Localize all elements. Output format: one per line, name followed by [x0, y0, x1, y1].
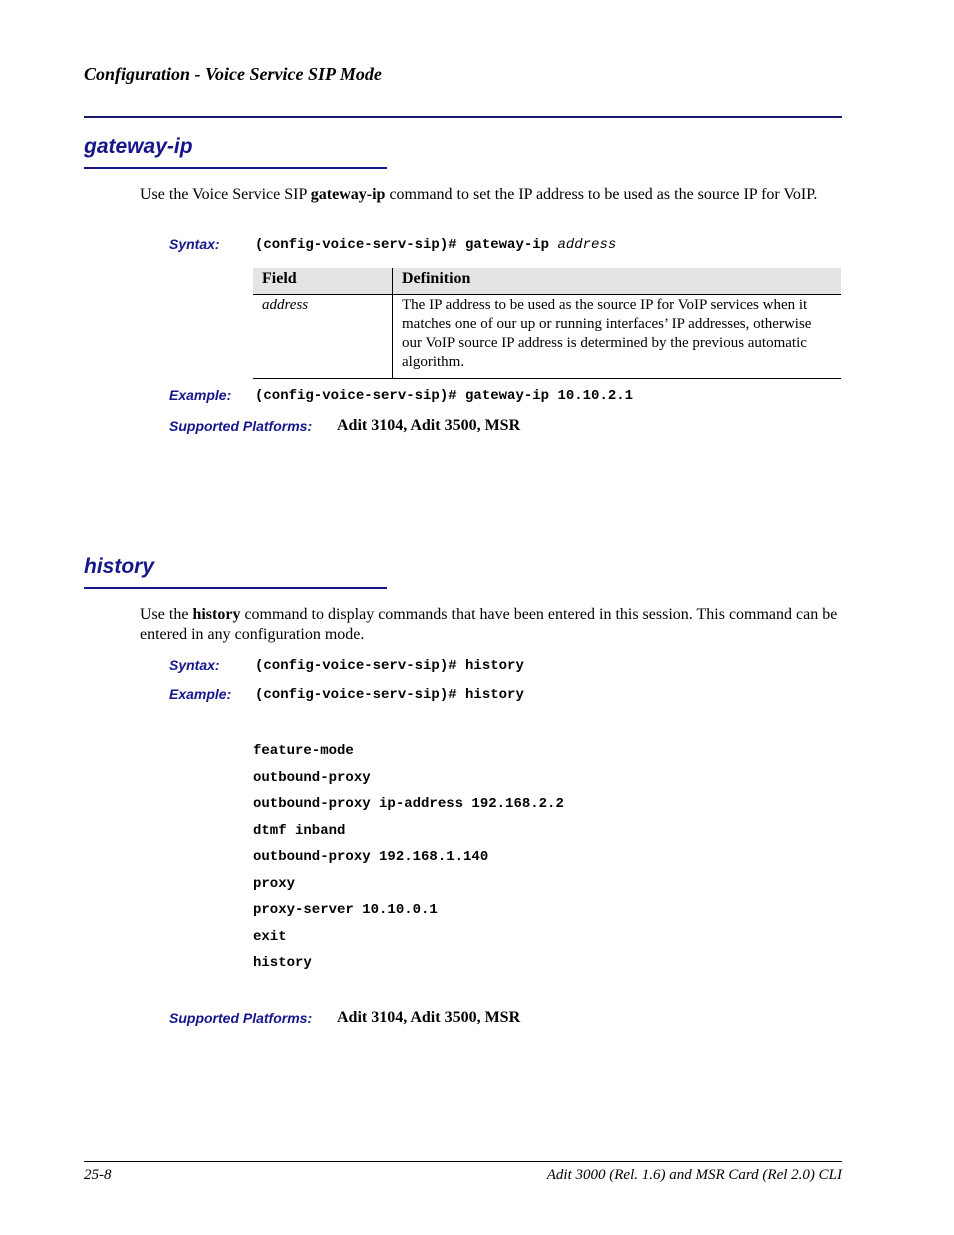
command-name: history	[192, 606, 241, 623]
description-text: Use the	[140, 606, 193, 623]
table-cell-field: address	[253, 295, 393, 379]
syntax-command: (config-voice-serv-sip)# history	[255, 658, 524, 674]
history-output-line: outbound-proxy	[253, 770, 371, 786]
supported-platforms-label: Supported Platforms:	[169, 418, 313, 434]
header-rule	[84, 116, 842, 118]
supported-platforms-label: Supported Platforms:	[169, 1010, 313, 1026]
description-text: Use the Voice Service SIP	[140, 186, 311, 203]
section-description	[140, 185, 840, 205]
history-output-line: feature-mode	[253, 743, 354, 759]
example-command: (config-voice-serv-sip)# history	[255, 687, 524, 703]
running-header: Configuration - Voice Service SIP Mode	[84, 64, 382, 84]
footer-rule	[84, 1161, 842, 1162]
section-title-history: history	[84, 555, 155, 578]
field-definition-table	[253, 268, 841, 379]
syntax-text: (config-voice-serv-sip)# gateway-ip	[255, 237, 558, 253]
section-rule	[84, 587, 387, 589]
history-output-line: exit	[253, 929, 287, 945]
example-label: Example:	[169, 686, 232, 702]
description-text: command to set the IP address to be used as the source IP for VoIP.	[385, 186, 818, 203]
history-output-line: history	[253, 955, 312, 971]
history-output-line: proxy-server 10.10.0.1	[253, 902, 438, 918]
command-name: gateway-ip	[310, 186, 386, 203]
section-description	[140, 605, 840, 645]
section-title-gateway-ip: gateway-ip	[84, 135, 193, 158]
syntax-label: Syntax:	[169, 657, 220, 673]
history-output-line: dtmf inband	[253, 823, 346, 839]
document-title: Adit 3000 (Rel. 1.6) and MSR Card (Rel 2.0) CLI	[546, 1167, 842, 1183]
table-cell-definition: The IP address to be used as the source IP for VoIP services when it matches one of our up or running interfaces’ IP addresses, otherwise our VoIP source IP address is determined by the previous automatic algorithm.	[393, 295, 842, 379]
syntax-argument: address	[557, 237, 617, 253]
table-header-definition: Definition	[393, 268, 842, 295]
example-command: (config-voice-serv-sip)# gateway-ip 10.10.2.1	[255, 388, 634, 404]
table-row	[253, 295, 841, 379]
description-text: command to display commands that have been entered in this session. This command can be entered in any configuration mode.	[140, 606, 838, 643]
section-rule	[84, 167, 387, 169]
table-header-field: Field	[253, 268, 393, 295]
page-number: 25-8	[84, 1167, 112, 1183]
example-label: Example:	[169, 387, 232, 403]
history-output-line: outbound-proxy 192.168.1.140	[253, 849, 489, 865]
supported-platforms-value: Adit 3104, Adit 3500, MSR	[337, 417, 521, 434]
history-output-line: outbound-proxy ip-address 192.168.2.2	[253, 796, 564, 812]
table-header-row	[253, 268, 841, 295]
supported-platforms-value: Adit 3104, Adit 3500, MSR	[337, 1009, 521, 1026]
syntax-command	[255, 237, 616, 253]
history-output-line: proxy	[253, 876, 296, 892]
syntax-label: Syntax:	[169, 236, 220, 252]
